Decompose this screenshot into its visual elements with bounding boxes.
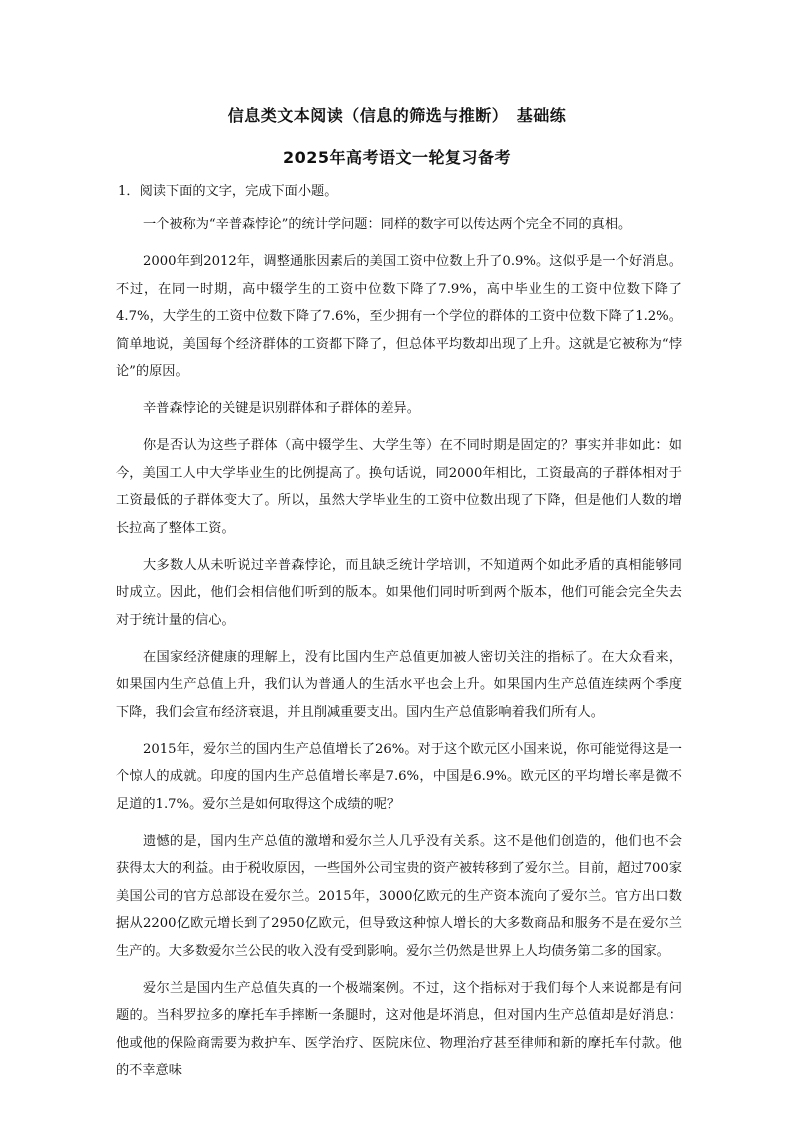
paragraph: 大多数人从未听说过辛普森悖论，而且缺乏统计学培训，不知道两个如此矛盾的真相能够同时成立。因此，他们会相信他们听到的版本。如果他们同时听到两个版本，他们可能会完全失去对于统计量的信心。 bbox=[116, 557, 682, 628]
paragraph: 遗憾的是，国内生产总值的激增和爱尔兰人几乎没有关系。这不是他们创造的，他们也不会获得太大的利益。由于税收原因，一些国外公司宝贵的资产被转移到了爱尔兰。目前，超过700家美国公司的官方总部设在爱尔兰。2015年，3000亿欧元的生产资本流向了爱尔兰。官方出口数据从2200亿欧元增长到了2950亿欧元，但导致这种惊人增长的大多数商品和服务不是在爱尔兰生产的。大多数爱尔兰公民的收入没有受到影响。爱尔兰仍然是世界上人均债务第二多的国家。 bbox=[116, 833, 682, 959]
article-body bbox=[116, 211, 682, 1094]
document-subtitle: 2025年高考语文一轮复习备考 bbox=[282, 148, 512, 167]
question-prompt: 1．阅读下面的文字，完成下面小题。 bbox=[118, 184, 338, 199]
document-title: 信息类文本阅读（信息的筛选与推断） 基础练 bbox=[227, 106, 567, 125]
paragraph: 一个被称为“辛普森悖论”的统计学问题：同样的数字可以传达两个完全不同的真相。 bbox=[143, 217, 632, 232]
paragraph: 辛普森悖论的关键是识别群体和子群体的差异。 bbox=[143, 401, 420, 416]
paragraph: 2000年到2012年，调整通胀因素后的美国工资中位数上升了0.9%。这似乎是一个好消息。不过，在同一时期，高中辍学生的工资中位数下降了7.9%，高中毕业生的工资中位数下降了4.7%，大学生的工资中位数下降了7.6%，至少拥有一个学位的群体的工资中位数下降了1.2%。简单地说，美国每个经济群体的工资都下降了，但总体平均数却出现了上升。这就是它被称为“悖论”的原因。 bbox=[116, 254, 682, 379]
paragraph: 2015年，爱尔兰的国内生产总值增长了26%。对于这个欧元区小国来说，你可能觉得这是一个惊人的成就。印度的国内生产总值增长率是7.6%，中国是6.9%。欧元区的平均增长率是微不足道的1.7%。爱尔兰是如何取得这个成绩的呢？ bbox=[116, 741, 682, 812]
paragraph: 你是否认为这些子群体（高中辍学生、大学生等）在不同时期是固定的？事实并非如此：如今，美国工人中大学毕业生的比例提高了。换句话说，同2000年相比，工资最高的子群体相对于工资最低的子群体变大了。所以，虽然大学毕业生的工资中位数出现了下降，但是他们人数的增长拉高了整体工资。 bbox=[116, 438, 682, 536]
paragraph: 爱尔兰是国内生产总值失真的一个极端案例。不过，这个指标对于我们每个人来说都是有问题的。当科罗拉多的摩托车手摔断一条腿时，这对他是坏消息，但对国内生产总值却是好消息：他或他的保险商需要为救护车、医学治疗、医院床位、物理治疗甚至律师和新的摩托车付款。他的不幸意味 bbox=[116, 980, 682, 1078]
paragraph: 在国家经济健康的理解上，没有比国内生产总值更加被人密切关注的指标了。在大众看来，如果国内生产总值上升，我们认为普通人的生活水平也会上升。如果国内生产总值连续两个季度下降，我们会宣布经济衰退，并且削减重要支出。国内生产总值影响着我们所有人。 bbox=[116, 649, 682, 720]
